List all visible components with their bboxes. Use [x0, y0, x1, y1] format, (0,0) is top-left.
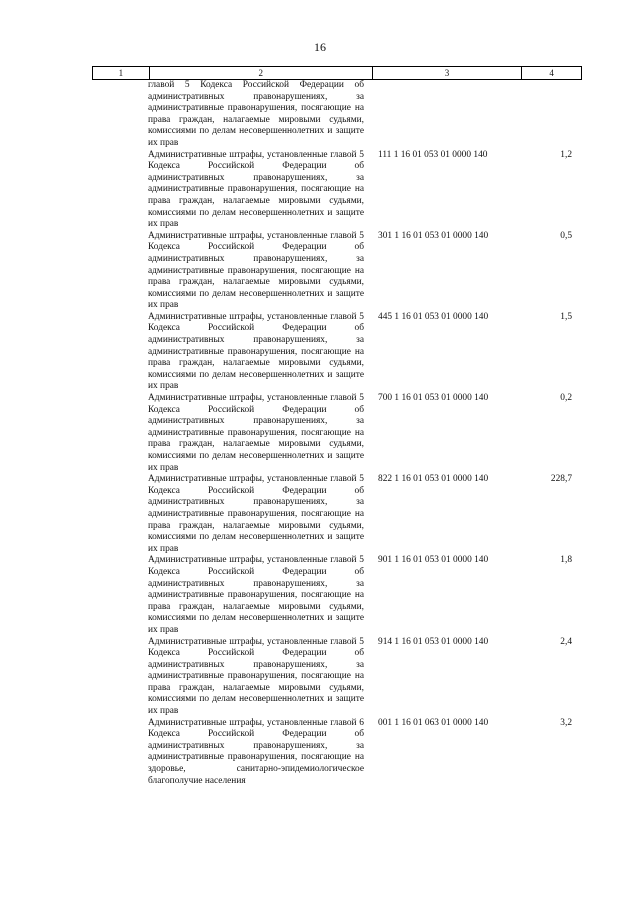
- amount-cell: 0,5: [560, 230, 572, 241]
- amount-cell: 228,7: [550, 474, 572, 485]
- amount-cell: 0,2: [560, 393, 572, 404]
- budget-code-cell: 001 1 16 01 063 01 0000 140: [378, 717, 489, 728]
- amount-cell: 1,5: [560, 311, 572, 322]
- revenue-name-cell: Административные штрафы, установленные главой 6 Кодекса Российской Федерации об административных правонарушениях, за административные правонарушения, посягающие на здоровье, санитарно-эпидемиологическое благополучие населения: [148, 717, 364, 786]
- revenue-table: [92, 66, 582, 787]
- budget-code-cell: [378, 80, 514, 150]
- budget-code-cell: 901 1 16 01 053 01 0000 140: [378, 555, 489, 566]
- revenue-name-cell: Административные штрафы, установленные главой 5 Кодекса Российской Федерации об административных правонарушениях, за административные правонарушения, посягающие на права граждан, налагаемые мировыми судьями, комиссиями по делам несовершеннолетних и защите их прав: [148, 149, 364, 230]
- table-body: [92, 80, 582, 787]
- table-row: [92, 718, 582, 788]
- table-row: [92, 637, 582, 718]
- table-row: [92, 312, 582, 393]
- amount-cell: 1,2: [560, 149, 572, 160]
- revenue-name-cell: Административные штрафы, установленные главой 5 Кодекса Российской Федерации об административных правонарушениях, за административные правонарушения, посягающие на права граждан, налагаемые мировыми судьями, комиссиями по делам несовершеннолетних и защите их прав: [148, 230, 364, 311]
- table-row: [92, 80, 582, 150]
- column-header-2: 2: [149, 67, 372, 79]
- budget-code-cell: 700 1 16 01 053 01 0000 140: [378, 393, 489, 404]
- revenue-name-cell: Административные штрафы, установленные главой 5 Кодекса Российской Федерации об административных правонарушениях, за административные правонарушения, посягающие на права граждан, налагаемые мировыми судьями, комиссиями по делам несовершеннолетних и защите их прав: [148, 311, 364, 392]
- budget-code-cell: 914 1 16 01 053 01 0000 140: [378, 636, 489, 647]
- column-header-4: 4: [521, 67, 581, 79]
- table-row: [92, 555, 582, 636]
- column-header-3: 3: [372, 67, 521, 79]
- budget-code-cell: 111 1 16 01 053 01 0000 140: [378, 149, 488, 160]
- table-row: [92, 150, 582, 231]
- budget-code-cell: 301 1 16 01 053 01 0000 140: [378, 230, 489, 241]
- table-row: [92, 393, 582, 474]
- amount-cell: 1,8: [560, 555, 572, 566]
- table-row: [92, 474, 582, 555]
- amount-cell: [514, 80, 574, 150]
- table-header-row: [92, 66, 582, 80]
- amount-cell: 3,2: [560, 717, 572, 728]
- amount-cell: 2,4: [560, 636, 572, 647]
- budget-code-cell: 445 1 16 01 053 01 0000 140: [378, 311, 489, 322]
- column-header-1: 1: [118, 68, 124, 78]
- revenue-name-cell: Административные штрафы, установленные главой 5 Кодекса Российской Федерации об административных правонарушениях, за административные правонарушения, посягающие на права граждан, налагаемые мировыми судьями, комиссиями по делам несовершеннолетних и защите их прав: [148, 555, 364, 635]
- budget-code-cell: 822 1 16 01 053 01 0000 140: [378, 474, 489, 485]
- revenue-name-cell: главой 5 Кодекса Российской Федерации об административных правонарушениях, за административные правонарушения, посягающие на права граждан, налагаемые мировыми судьями, комиссиями по делам несовершеннолетних и защите их прав: [148, 80, 364, 148]
- revenue-name-cell: Административные штрафы, установленные главой 5 Кодекса Российской Федерации об административных правонарушениях, за административные правонарушения, посягающие на права граждан, налагаемые мировыми судьями, комиссиями по делам несовершеннолетних и защите их прав: [148, 393, 364, 473]
- revenue-name-cell: Административные штрафы, установленные главой 5 Кодекса Российской Федерации об административных правонарушениях, за административные правонарушения, посягающие на права граждан, налагаемые мировыми судьями, комиссиями по делам несовершеннолетних и защите их прав: [148, 636, 364, 717]
- table-row: [92, 231, 582, 312]
- page-number: 16: [314, 40, 326, 54]
- revenue-name-cell: Административные штрафы, установленные главой 5 Кодекса Российской Федерации об административных правонарушениях, за административные правонарушения, посягающие на права граждан, налагаемые мировыми судьями, комиссиями по делам несовершеннолетних и защите их прав: [148, 474, 364, 554]
